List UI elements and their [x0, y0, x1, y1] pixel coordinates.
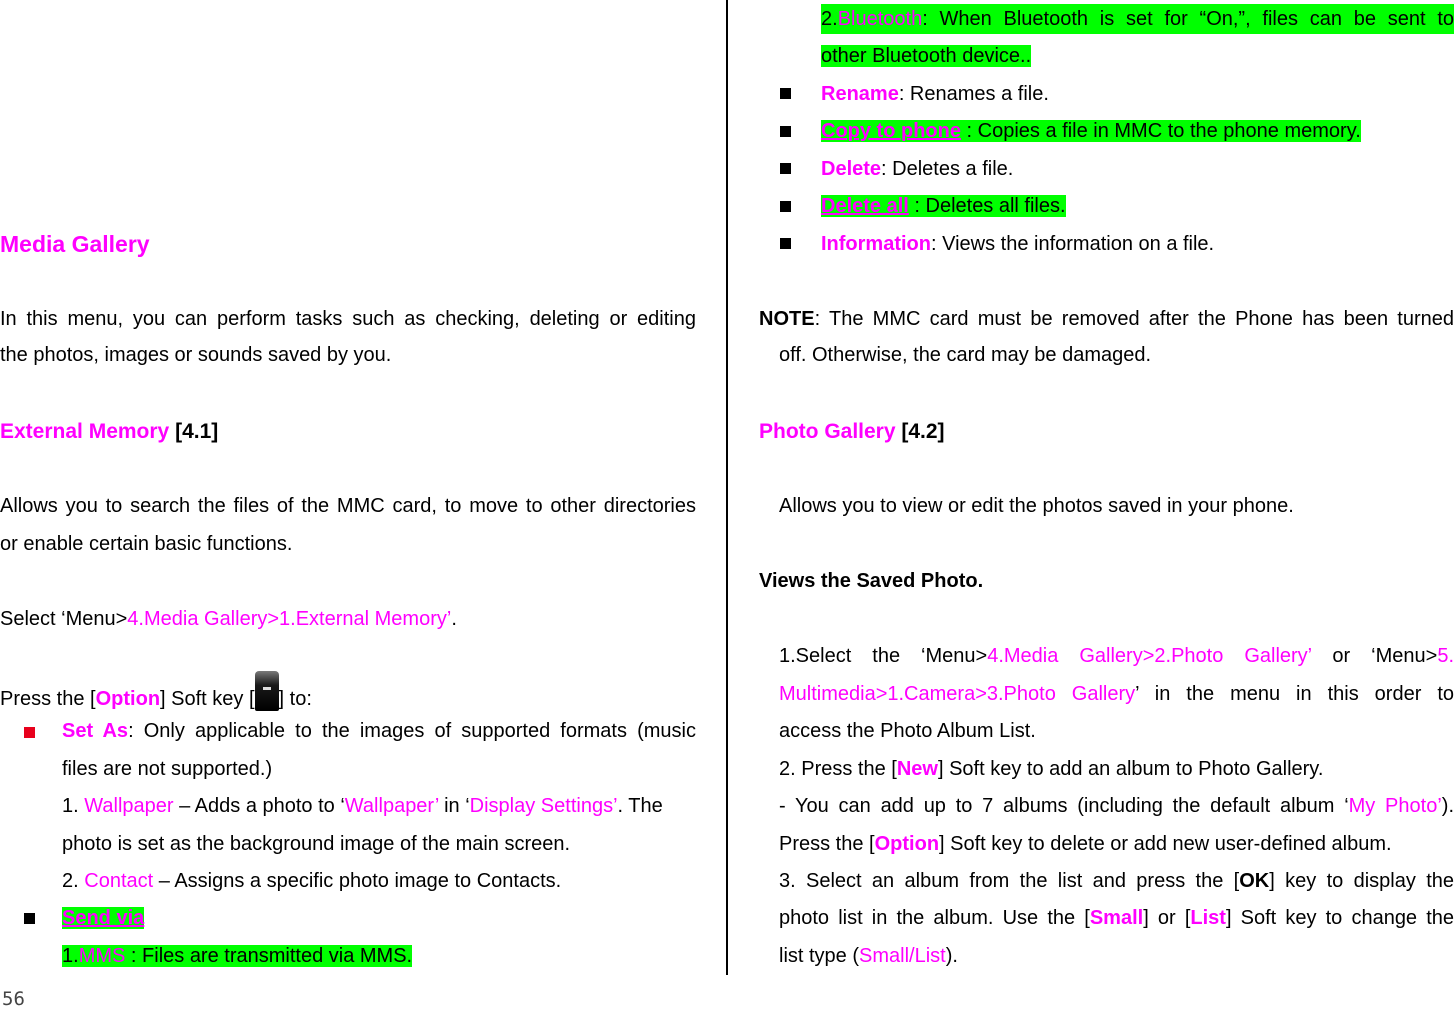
bluetooth-text: : When Bluetooth is set for “On,”, files can be sent to: [922, 8, 1454, 30]
mms-text: : Files are transmitted via MMS.: [125, 945, 413, 967]
ok-key-label: OK: [1239, 870, 1270, 892]
note-label: NOTE: [759, 308, 815, 330]
step-1-path-2: Multimedia>1.Camera>3.Photo Gallery: [779, 683, 1136, 705]
step-2-a: 2. Press the [: [779, 758, 897, 780]
option-key-label-2: Option: [874, 833, 940, 855]
photo-gallery-heading: [759, 417, 945, 447]
press-suffix: ] to:: [278, 688, 312, 710]
external-memory-heading: [0, 417, 218, 447]
page-number: 56: [2, 988, 25, 1010]
set-as-text: : Only applicable to the images of supported formats (music: [128, 720, 696, 742]
press-option-instruction: [0, 671, 312, 714]
my-photo-label: My Photo’: [1348, 795, 1442, 817]
send-via-line: [62, 903, 144, 933]
contact-label: Contact: [84, 870, 154, 892]
step-3-line-2: [779, 903, 1454, 933]
rename-text: : Renames a file.: [898, 83, 1049, 105]
step-3-l2-a: photo list in the album. Use the [: [779, 907, 1090, 929]
step-3-l2-b: ] or [: [1143, 907, 1191, 929]
contact-line: [62, 866, 561, 896]
set-as-label: Set As: [62, 720, 129, 742]
mms-label: MMS: [78, 945, 126, 967]
option-key-label: Option: [95, 688, 161, 710]
photo-gallery-number: [4.2]: [901, 420, 945, 443]
list-key-label: List: [1190, 907, 1226, 929]
soft-key-icon: [255, 671, 279, 711]
contact-num: 2.: [62, 870, 85, 892]
bluetooth-label: Bluetooth: [837, 8, 923, 30]
option-a: Press the [: [779, 833, 875, 855]
square-bullet-icon: [780, 126, 791, 137]
mms-line: [62, 941, 412, 971]
delete-all-text: : Deletes all files.: [908, 195, 1066, 217]
column-divider: [726, 0, 728, 975]
copy-to-phone-line: [821, 116, 1361, 146]
contact-text: – Assigns a specific photo image to Contacts.: [153, 870, 562, 892]
step-3-l3-a: list type (: [779, 945, 860, 967]
delete-label: Delete: [821, 158, 882, 180]
step-2-albums-line: [779, 791, 1454, 821]
rename-line: [821, 79, 1049, 109]
ext-desc-line-2: or enable certain basic functions.: [0, 533, 293, 555]
copy-to-phone-label: Copy to phone: [821, 120, 961, 142]
select-prefix: Select ‘Menu>: [0, 608, 128, 630]
information-line: [821, 229, 1214, 259]
step-1-line-3: access the Photo Album List.: [779, 720, 1036, 742]
square-bullet-icon: [780, 163, 791, 174]
square-bullet-icon: [780, 201, 791, 212]
square-bullet-icon: [24, 913, 35, 924]
step-3-line-1: [779, 866, 1454, 896]
set-as-line-2: files are not supported.): [62, 758, 273, 780]
delete-all-line: [821, 191, 1066, 221]
send-via-label: Send via: [62, 907, 145, 929]
bluetooth-line-1: [821, 4, 1454, 34]
intro-line-1: In this menu, you can perform tasks such as checking, deleting or editing: [0, 308, 696, 330]
step-1-line-1: [779, 641, 1454, 671]
small-key-label: Small: [1089, 907, 1144, 929]
wallpaper-line-2: photo is set as the background image of the main screen.: [62, 833, 571, 855]
option-b: ] Soft key to delete or add new user-defined album.: [939, 833, 1392, 855]
note-line-2: off. Otherwise, the card may be damaged.: [779, 344, 1152, 366]
step-1-line-2: [779, 679, 1454, 709]
step-1-or: or ‘Menu>: [1311, 645, 1438, 667]
photo-gallery-desc: Allows you to view or edit the photos saved in your phone.: [779, 495, 1294, 517]
step-3-line-3: [779, 941, 958, 971]
step-2-b: ] Soft key to add an album to Photo Gallery.: [937, 758, 1324, 780]
display-settings-label: Display Settings’: [469, 795, 618, 817]
square-bullet-icon: [780, 238, 791, 249]
list-type-options: Small/List: [859, 945, 946, 967]
ext-desc-line-1: Allows you to search the files of the MMC card, to move to other directories: [0, 495, 696, 517]
information-label: Information: [821, 233, 931, 255]
mms-num: 1.: [62, 945, 79, 967]
new-key-label: New: [896, 758, 938, 780]
note-text: : The MMC card must be removed after the Phone has been turned: [814, 308, 1454, 330]
set-as-line-1: [62, 716, 696, 746]
wallpaper-num: 1.: [62, 795, 85, 817]
wallpaper-in: in ‘: [438, 795, 470, 817]
square-bullet-icon: [780, 88, 791, 99]
views-saved-photo-heading: Views the Saved Photo.: [759, 570, 984, 592]
information-text: : Views the information on a file.: [931, 233, 1215, 255]
wallpaper-label: Wallpaper: [84, 795, 174, 817]
select-instruction: [0, 604, 457, 634]
bluetooth-text-2: other Bluetooth device..: [821, 45, 1032, 67]
note-line-1: [759, 304, 1454, 334]
bluetooth-num: 2.: [821, 8, 838, 30]
step-3-a: 3. Select an album from the list and press the [: [779, 870, 1240, 892]
section-title-media-gallery: Media Gallery: [0, 231, 150, 257]
step-2-line: [779, 754, 1323, 784]
step-1-path: 4.Media Gallery>2.Photo Gallery’: [987, 645, 1312, 667]
wallpaper-mid: – Adds a photo to ‘: [173, 795, 345, 817]
step-3-l3-b: ).: [945, 945, 958, 967]
bluetooth-line-2: [821, 41, 1031, 71]
external-memory-title: External Memory: [0, 420, 170, 443]
photo-gallery-title: Photo Gallery: [759, 420, 896, 443]
select-path: 4.Media Gallery>1.External Memory’: [127, 608, 452, 630]
square-bullet-icon: [24, 727, 35, 738]
step-2-option-line: [779, 829, 1392, 859]
step-3-b: ] key to display the: [1269, 870, 1454, 892]
rename-label: Rename: [821, 83, 899, 105]
press-mid: ] Soft key [: [160, 688, 255, 710]
delete-text: : Deletes a file.: [881, 158, 1014, 180]
step-1-a: 1.Select the ‘Menu>: [779, 645, 988, 667]
delete-all-label: Delete all: [821, 195, 909, 217]
step-1-rest: ’ in the menu in this order to: [1135, 683, 1454, 705]
wallpaper-line-1: [62, 791, 696, 821]
press-prefix: Press the [: [0, 688, 96, 710]
albums-a: - You can add up to 7 albums (including the default album ‘: [779, 795, 1349, 817]
external-memory-number: [4.1]: [175, 420, 219, 443]
albums-b: ).: [1441, 795, 1454, 817]
wallpaper-target: Wallpaper’: [344, 795, 439, 817]
select-suffix: .: [451, 608, 457, 630]
step-3-l2-c: ] Soft key to change the: [1225, 907, 1454, 929]
copy-to-phone-text: : Copies a file in MMC to the phone memory.: [960, 120, 1361, 142]
delete-line: [821, 154, 1013, 184]
intro-line-2: the photos, images or sounds saved by you.: [0, 344, 392, 366]
step-1-five: 5.: [1437, 645, 1454, 667]
wallpaper-end: . The: [617, 795, 663, 817]
